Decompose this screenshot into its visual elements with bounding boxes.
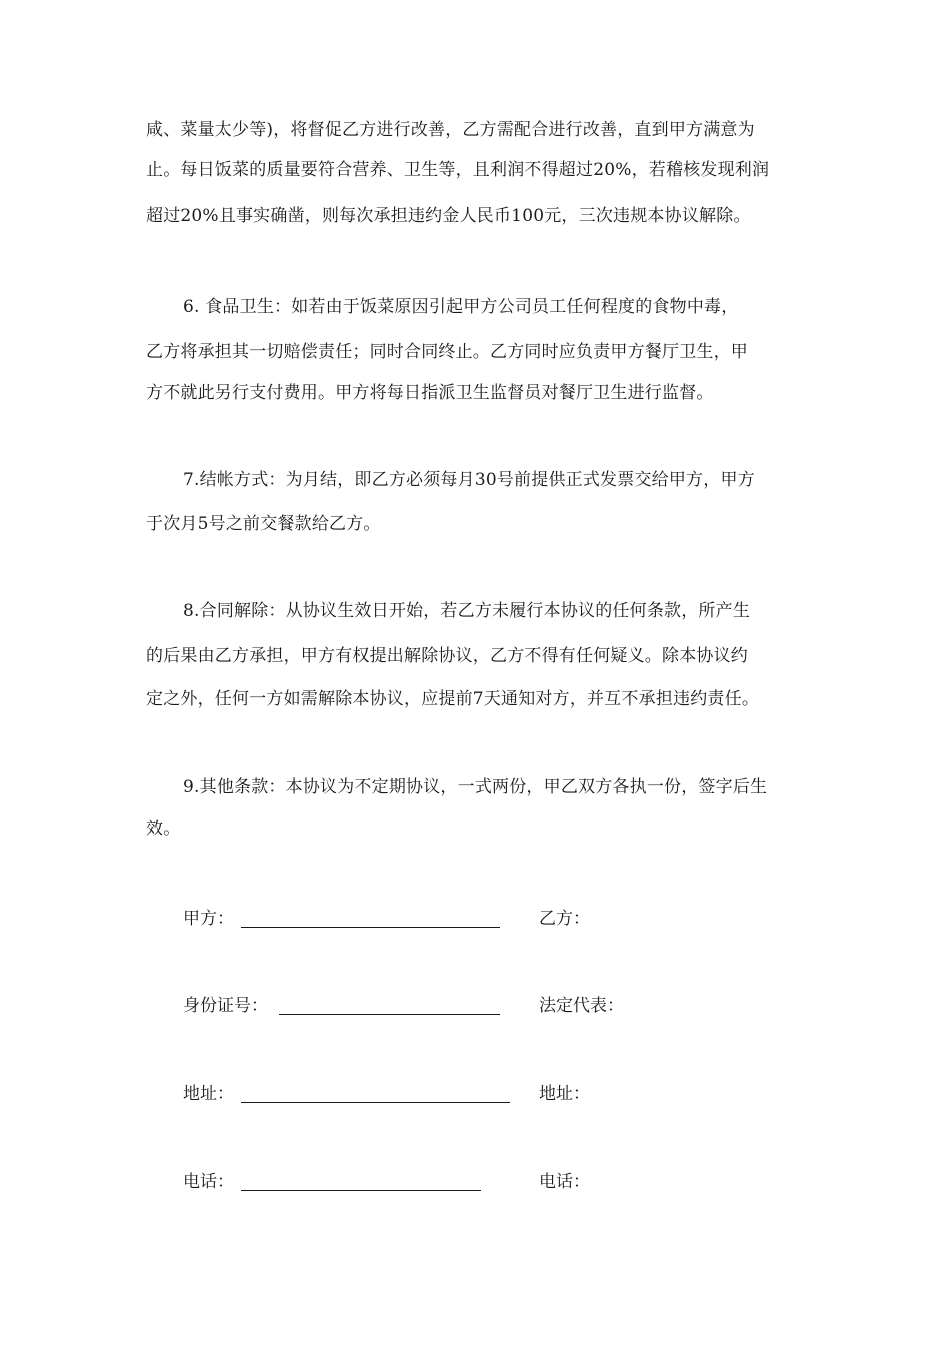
party-b-label: 乙方：: [539, 909, 590, 929]
phone-a-signature-line[interactable]: [241, 1190, 481, 1191]
clause9-line1: 9.其他条款：本协议为不定期协议，一式两份，甲乙双方各执一份，签字后生: [183, 777, 768, 797]
clause8-line1: 8.合同解除：从协议生效日开始，若乙方未履行本协议的任何条款，所产生: [183, 601, 751, 621]
clause6-line2: 乙方将承担其一切赔偿责任；同时合同终止。乙方同时应负责甲方餐厅卫生，甲: [146, 342, 748, 362]
party-a-label: 甲方：: [183, 909, 234, 929]
clause6-line3: 方不就此另行支付费用。甲方将每日指派卫生监督员对餐厅卫生进行监督。: [146, 383, 714, 403]
address-b-label: 地址：: [539, 1084, 590, 1104]
clause5-line3: 超过20%且事实确凿，则每次承担违约金人民币100元，三次违规本协议解除。: [146, 206, 751, 226]
phone-b-label: 电话：: [539, 1172, 590, 1192]
clause5-line2: 止。每日饭菜的质量要符合营养、卫生等，且利润不得超过20%，若稽核发现利润: [146, 160, 770, 180]
clause9-line2: 效。: [146, 819, 181, 839]
clause8-line2: 的后果由乙方承担，甲方有权提出解除协议，乙方不得有任何疑义。除本协议约: [146, 646, 748, 666]
clause7-line2: 于次月5号之前交餐款给乙方。: [146, 514, 381, 534]
clause6-line1: 6. 食品卫生：如若由于饭菜原因引起甲方公司员工任何程度的食物中毒，: [183, 297, 739, 317]
clause5-line1: 咸、菜量太少等)，将督促乙方进行改善，乙方需配合进行改善，直到甲方满意为: [146, 120, 755, 140]
clause8-line3: 定之外，任何一方如需解除本协议，应提前7天通知对方，并互不承担违约责任。: [146, 689, 760, 709]
id-number-signature-line[interactable]: [279, 1014, 500, 1015]
address-a-signature-line[interactable]: [241, 1102, 510, 1103]
clause7-line1: 7.结帐方式：为月结，即乙方必须每月30号前提供正式发票交给甲方，甲方: [183, 470, 755, 490]
id-number-label: 身份证号：: [183, 996, 268, 1016]
address-a-label: 地址：: [183, 1084, 234, 1104]
phone-a-label: 电话：: [183, 1172, 234, 1192]
legal-rep-label: 法定代表：: [539, 996, 624, 1016]
party-a-signature-line[interactable]: [241, 927, 500, 928]
